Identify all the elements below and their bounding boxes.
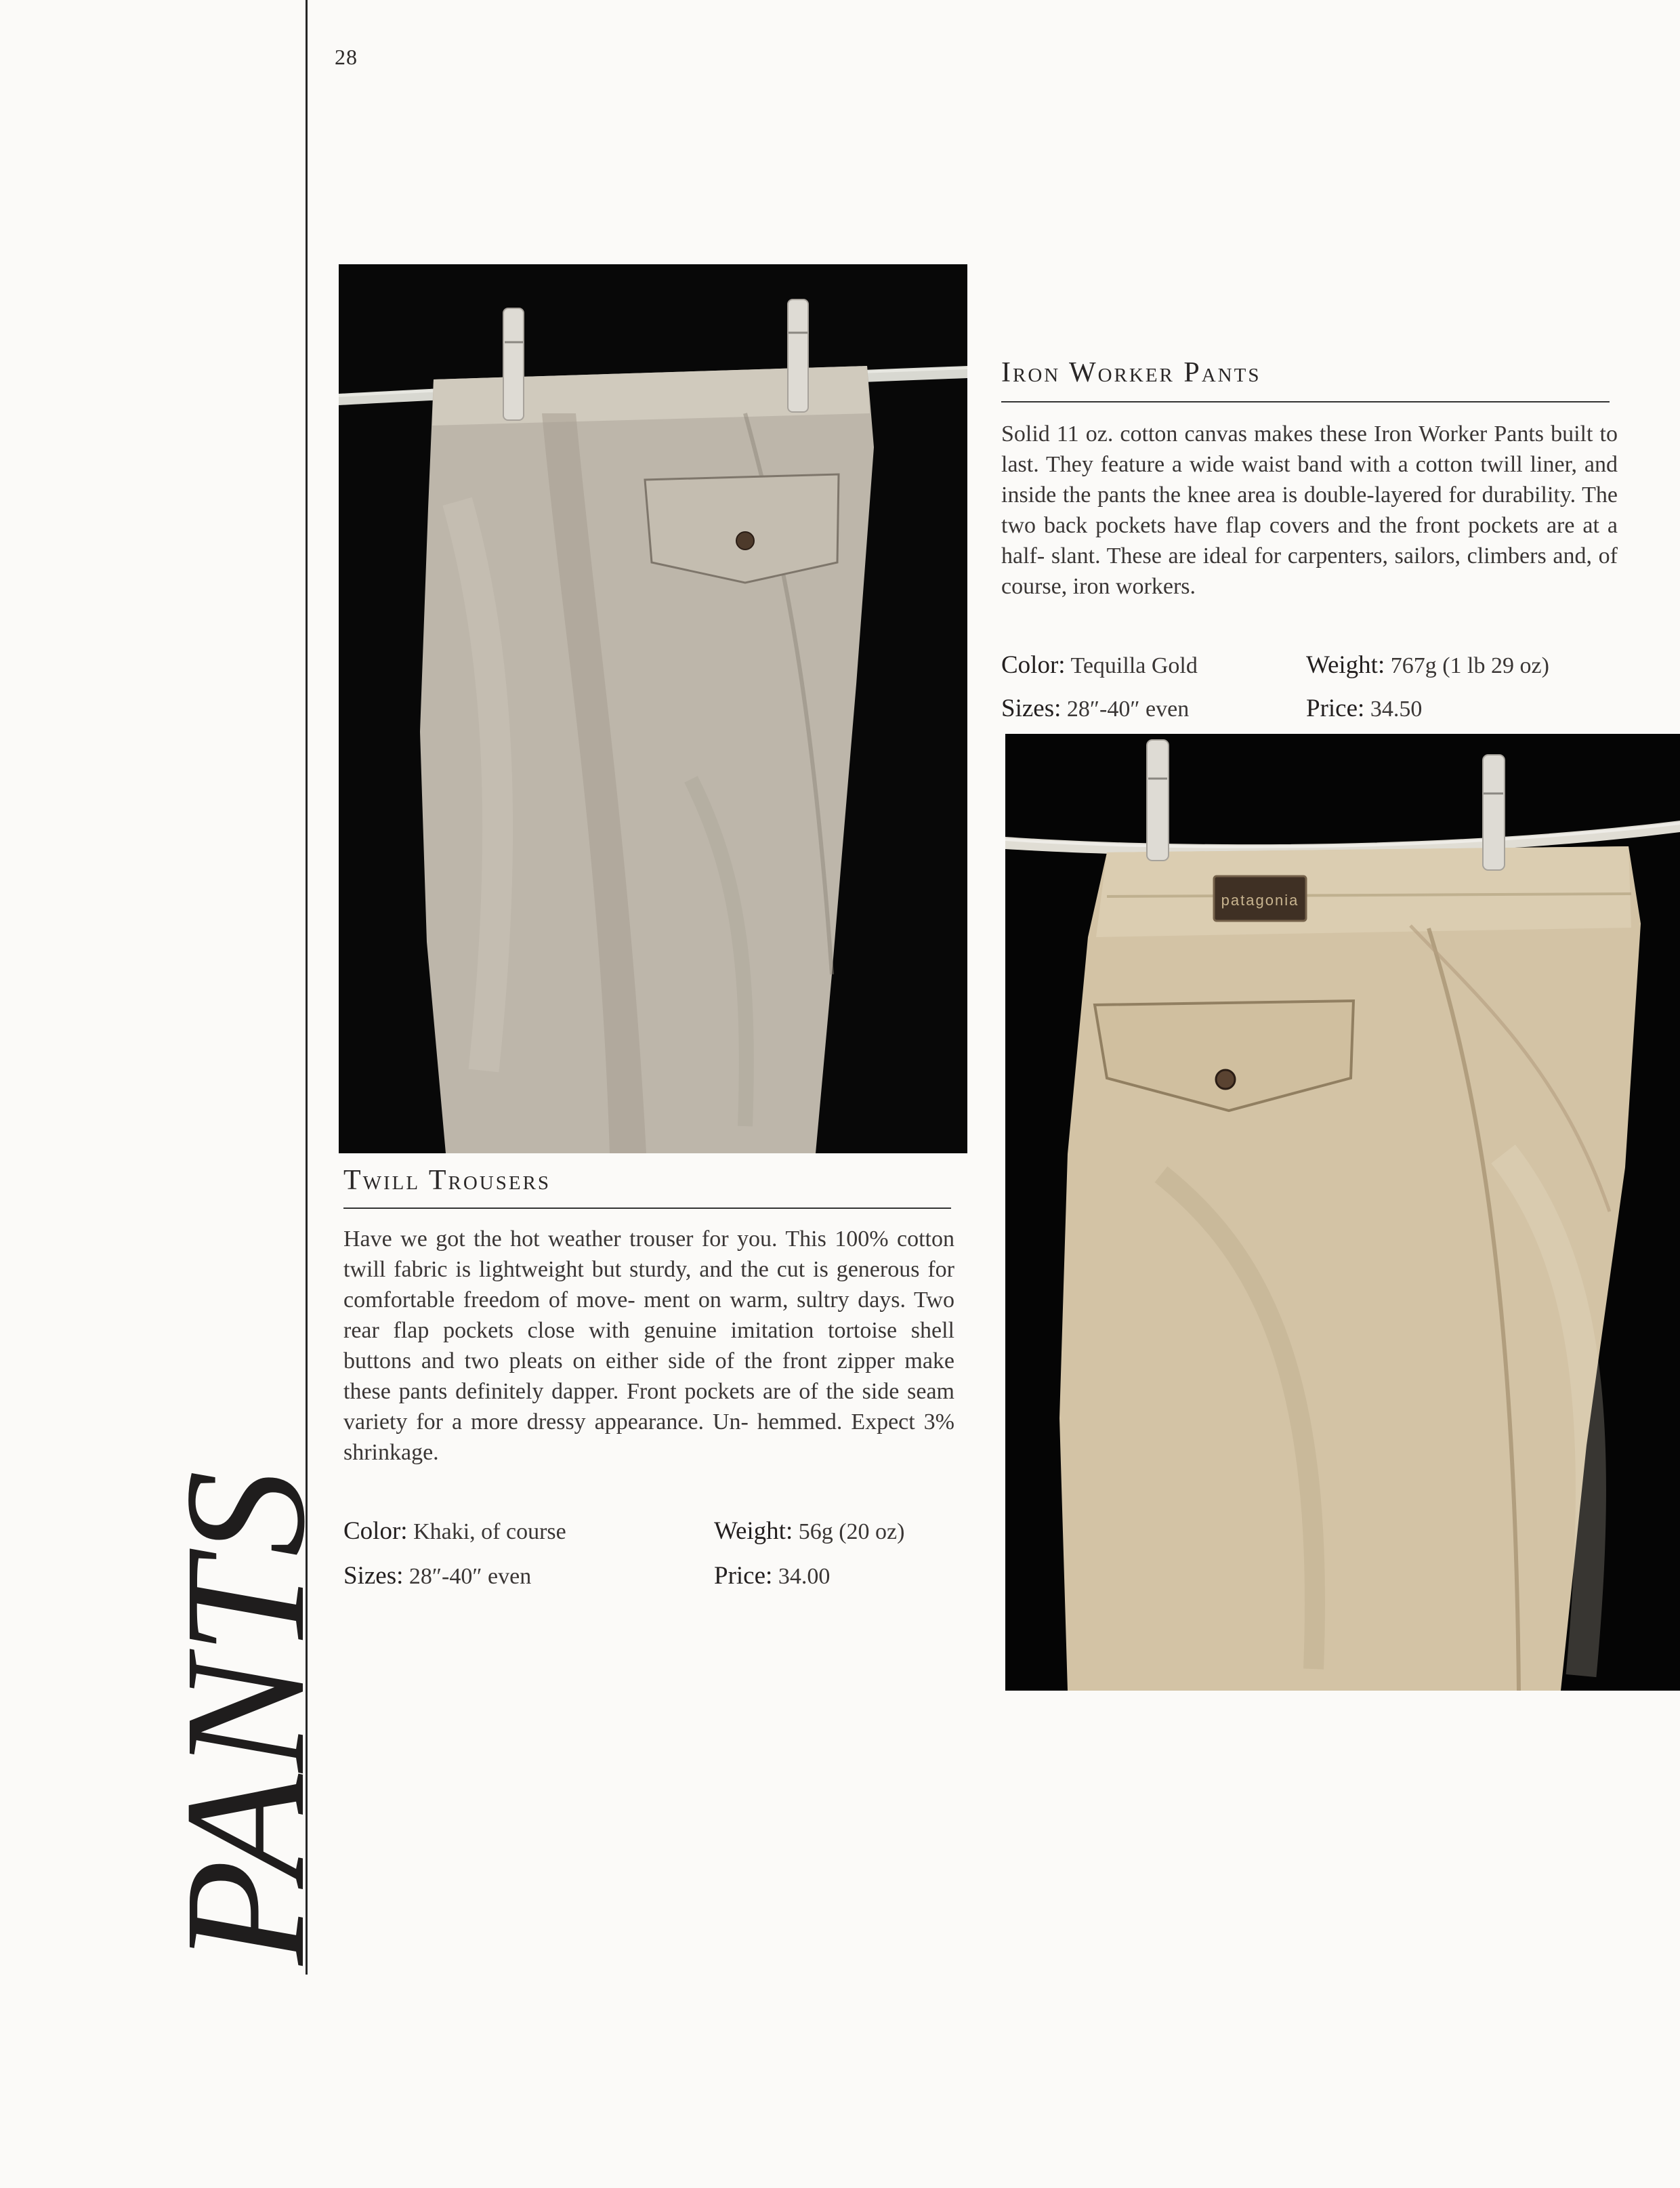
twill-sizes-spec bbox=[343, 1561, 531, 1590]
iron-price-value: 34.50 bbox=[1364, 697, 1423, 722]
iron-worker-pants-title: Iron Worker Pants bbox=[1001, 357, 1261, 388]
iron-sizes-spec bbox=[1001, 694, 1189, 723]
iron-weight-spec bbox=[1306, 651, 1549, 680]
twill-color-spec bbox=[343, 1516, 566, 1546]
twill-trousers-title-rule bbox=[343, 1207, 951, 1209]
iron-sizes-label: Sizes: bbox=[1001, 695, 1062, 722]
iron-worker-pants-photo bbox=[1005, 734, 1680, 1691]
twill-weight-label: Weight: bbox=[714, 1517, 793, 1545]
twill-sizes-value: 28″-40″ even bbox=[403, 1564, 532, 1589]
twill-color-value: Khaki, of course bbox=[407, 1519, 566, 1544]
twill-price-spec bbox=[714, 1561, 830, 1590]
iron-weight-value: 767g (1 lb 29 oz) bbox=[1385, 653, 1549, 678]
iron-price-label: Price: bbox=[1306, 695, 1365, 722]
twill-trousers-photo bbox=[339, 264, 967, 1153]
iron-price-spec bbox=[1306, 694, 1422, 723]
twill-weight-value: 56g (20 oz) bbox=[793, 1519, 905, 1544]
twill-price-value: 34.00 bbox=[772, 1564, 831, 1589]
iron-weight-label: Weight: bbox=[1306, 651, 1385, 679]
iron-color-value: Tequilla Gold bbox=[1065, 653, 1198, 678]
page-number: 28 bbox=[335, 45, 358, 69]
iron-color-spec bbox=[1001, 651, 1198, 680]
iron-sizes-value: 28″-40″ even bbox=[1061, 697, 1190, 722]
iron-worker-pants-title-rule bbox=[1001, 401, 1610, 402]
twill-trousers-description: Have we got the hot weather trouser for you. This 100% cotton twill fabric is lightweight but sturdy, and the cut is generous for comfortable freedom of move- ment on warm, sultry days. Two rear flap pockets close with genuine imitation tortoise shell buttons and two pleats on either side of the front zipper make these pants definitely dapper. Front pockets are of the side seam variety for a more dressy appearance. Un- hemmed. Expect 3% shrinkage. bbox=[343, 1226, 954, 1465]
patagonia-label-text: patagonia bbox=[1221, 892, 1299, 909]
twill-weight-spec bbox=[714, 1516, 904, 1546]
section-title: PANTS bbox=[150, 1468, 341, 1965]
twill-trousers-title: Twill Trousers bbox=[343, 1165, 551, 1196]
iron-worker-pants-description: Solid 11 oz. cotton canvas makes these Iron Worker Pants built to last. They feature a wide waist band with a cotton twill liner, and inside the pants the knee area is double-layered for durability. The two back pockets have flap covers and the front pockets are at a half- slant. These are ideal for carpenters, sailors, climbers and, of course, iron workers. bbox=[1001, 421, 1618, 599]
twill-sizes-label: Sizes: bbox=[343, 1562, 404, 1590]
twill-price-label: Price: bbox=[714, 1562, 773, 1590]
iron-color-label: Color: bbox=[1001, 651, 1066, 679]
twill-color-label: Color: bbox=[343, 1517, 408, 1545]
